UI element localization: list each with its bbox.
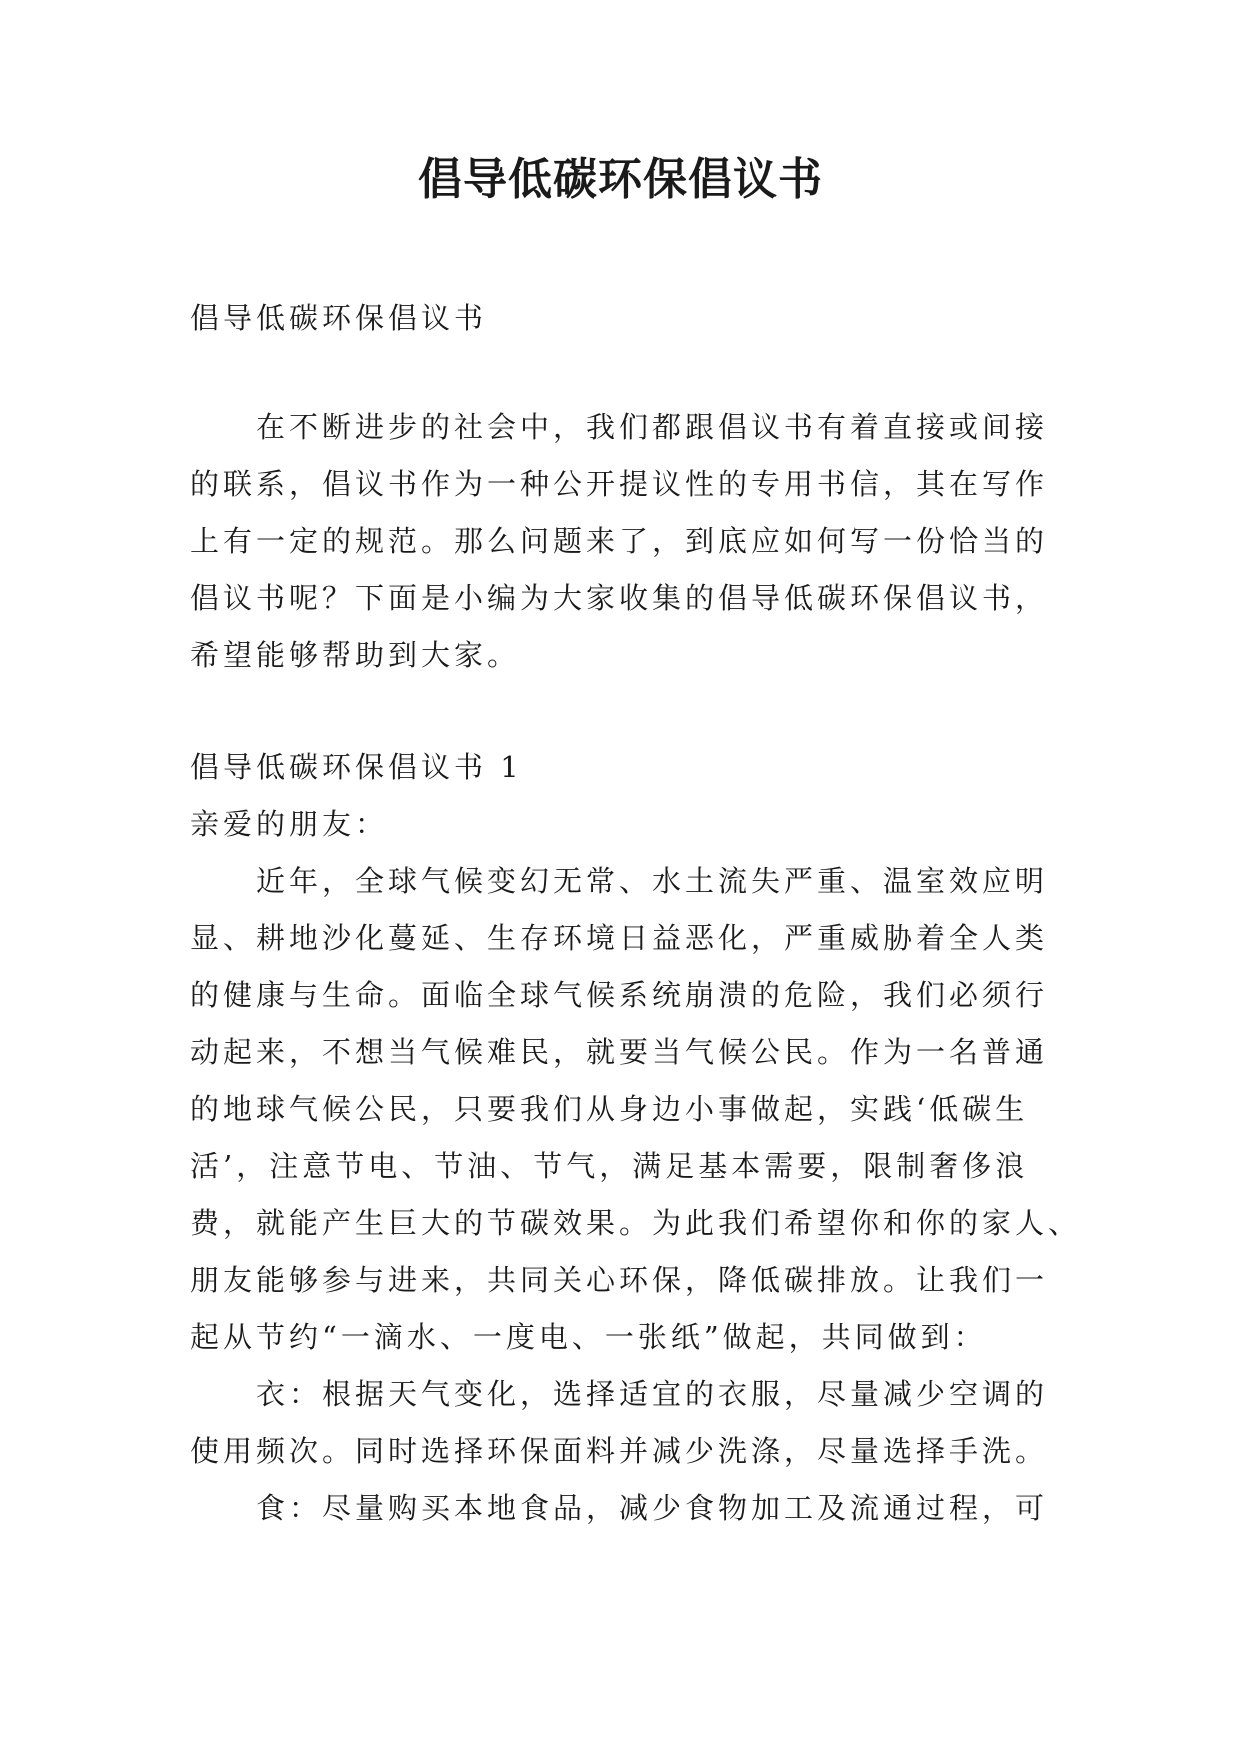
intro-paragraph — [190, 399, 1060, 684]
paragraph-food — [190, 1480, 1060, 1537]
spacer — [190, 347, 1060, 399]
paragraph-line: 费，就能产生巨大的节碳效果。为此我们希望你和你的家人、 — [190, 1206, 1082, 1240]
intro-line: 在不断进步的社会中，我们都跟倡议书有着直接或间接 — [256, 410, 1049, 444]
paragraph-line: 的健康与生命。面临全球气候系统崩溃的危险，我们必须行 — [190, 978, 1049, 1012]
paragraph-line: 的地球气候公民，只要我们从身边小事做起，实践‘低碳生 — [190, 1092, 1029, 1126]
intro-line: 的联系，倡议书作为一种公开提议性的专用书信，其在写作 — [190, 467, 1049, 501]
paragraph-line: 起从节约“一滴水、一度电、一张纸”做起，共同做到： — [190, 1320, 987, 1354]
paragraph-line: 使用频次。同时选择环保面料并减少洗涤，尽量选择手洗。 — [190, 1434, 1049, 1468]
section-heading: 倡导低碳环保倡议书 1 — [190, 750, 523, 784]
paragraph-line: 衣：根据天气变化，选择适宜的衣服，尽量减少空调的 — [256, 1377, 1049, 1411]
paragraph-line: 显、耕地沙化蔓延、生存环境日益恶化，严重威胁着全人类 — [190, 921, 1049, 955]
paragraph-line: 动起来，不想当气候难民，就要当气候公民。作为一名普通 — [190, 1035, 1049, 1069]
document-title: 倡导低碳环保倡议书 — [418, 154, 823, 205]
intro-line: 希望能够帮助到大家。 — [190, 638, 521, 672]
paragraph-line: 近年，全球气候变幻无常、水土流失严重、温室效应明 — [256, 864, 1049, 898]
document-subtitle: 倡导低碳环保倡议书 — [190, 301, 488, 335]
spacer — [190, 684, 1060, 739]
paragraph-line: 朋友能够参与进来，共同关心环保，降低碳排放。让我们一 — [190, 1263, 1049, 1297]
paragraph-clothing — [190, 1366, 1060, 1480]
intro-line: 倡议书呢？下面是小编为大家收集的倡导低碳环保倡议书， — [190, 581, 1049, 615]
greeting: 亲爱的朋友： — [190, 807, 389, 841]
paragraph-line: 食：尽量购买本地食品，减少食物加工及流通过程，可 — [256, 1491, 1049, 1525]
paragraph-climate — [190, 853, 1082, 1366]
document-body — [190, 290, 1082, 1537]
paragraph-line: 活’，注意节电、节油、节气，满足基本需要，限制奢侈浪 — [190, 1149, 1029, 1183]
intro-line: 上有一定的规范。那么问题来了，到底应如何写一份恰当的 — [190, 524, 1049, 558]
